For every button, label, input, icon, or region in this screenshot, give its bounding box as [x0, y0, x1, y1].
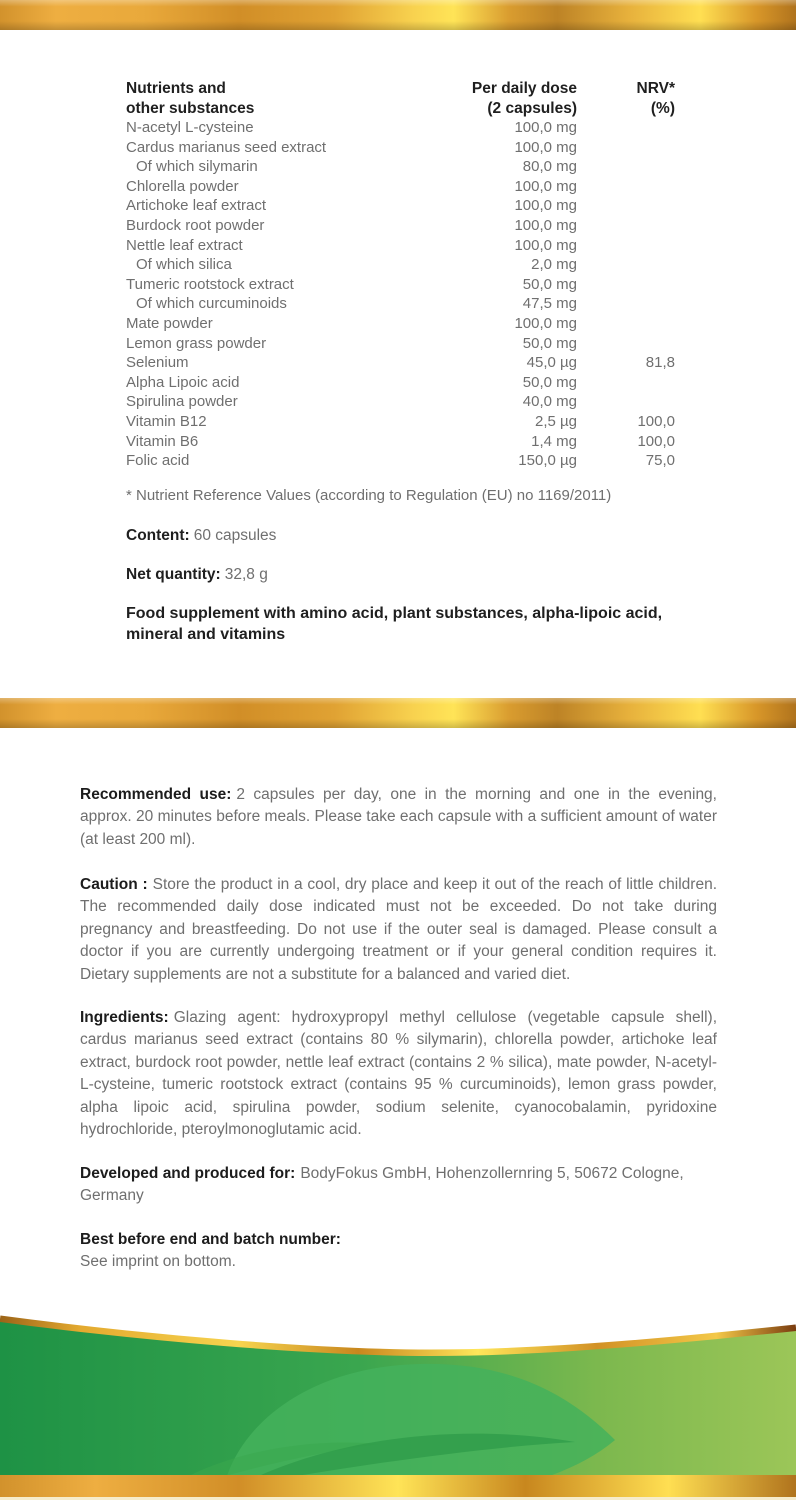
nutrient-amount: 40,0 mg — [522, 393, 577, 411]
nutrient-name: Vitamin B12 — [126, 412, 207, 430]
nutrient-nrv — [577, 334, 675, 354]
nutrient-row — [126, 334, 675, 354]
content-label: Content: — [126, 527, 190, 544]
nutrient-nrv — [577, 196, 675, 216]
nutrient-amount: 2,0 mg — [531, 256, 577, 274]
nutrient-row — [126, 216, 675, 236]
nutrient-name: Folic acid — [126, 452, 190, 470]
nutrient-amount: 50,0 mg — [522, 373, 577, 391]
nutrient-nrv — [577, 216, 675, 236]
nutrient-name: Burdock root powder — [126, 216, 265, 234]
header-nutrients-line2: other substances — [126, 99, 255, 117]
nutrient-amount: 100,0 mg — [514, 236, 577, 254]
header-dose-line2: (2 capsules) — [487, 99, 577, 117]
footer-decoration — [0, 1290, 796, 1500]
nutrient-row — [126, 275, 675, 295]
header-nutrients-column — [126, 79, 447, 118]
nutrient-amount: 100,0 mg — [514, 138, 577, 156]
producer-text: BodyFokus GmbH, Hohenzollernring 5, 50672 Cologne, Germany — [80, 1165, 684, 1205]
nutrient-amount: 100,0 mg — [514, 119, 577, 136]
nutrient-nrv — [577, 255, 675, 275]
nutrient-amount: 100,0 mg — [514, 216, 577, 234]
supplement-statement: Food supplement with amino acid, plant substances, alpha-lipoic acid, mineral and vitamins — [126, 605, 663, 643]
nutrient-row — [126, 177, 675, 197]
nutrient-name: Of which curcuminoids — [136, 295, 287, 313]
producer-label: Developed and produced for: — [80, 1165, 296, 1182]
nutrient-nrv — [577, 275, 675, 295]
ingredients-label: Ingredients: — [80, 1009, 169, 1026]
nutrient-nrv: 81,8 — [645, 354, 675, 372]
best-before-block — [80, 1229, 717, 1274]
top-gold-ribbon — [0, 0, 796, 30]
nutrient-amount: 1,4 mg — [531, 432, 577, 450]
nutrient-name: Cardus marianus seed extract — [126, 138, 327, 156]
header-nutrients-line1: Nutrients and — [126, 80, 226, 97]
recommended-use-text: 2 capsules per day, one in the morning and one in the evening, approx. 20 minutes before meals. Please take each capsule with a sufficient amount of water (at least 200 ml). — [80, 786, 717, 848]
header-nrv-column — [577, 79, 675, 118]
nutrient-row — [126, 236, 675, 256]
nutrient-row — [126, 157, 675, 177]
nutrient-name: Vitamin B6 — [126, 432, 199, 450]
nutrient-name: Alpha Lipoic acid — [126, 373, 240, 391]
nutrition-table-header — [126, 79, 675, 118]
nutrient-rows — [126, 118, 675, 471]
nutrient-name: N-acetyl L-cysteine — [126, 119, 254, 136]
content-line — [126, 527, 276, 545]
nutrient-row — [126, 392, 675, 412]
nutrient-amount: 80,0 mg — [522, 158, 577, 176]
nutrient-amount: 2,5 µg — [534, 412, 577, 430]
nutrient-row — [126, 373, 675, 393]
nutrient-row — [126, 255, 675, 275]
caution-text: Store the product in a cool, dry place and keep it out of the reach of little children. The recommended daily dose indicated must not be exceeded. Do not take during pregnancy and breastfeeding. Do not use if the outer seal is damaged. Please consult a doctor if you are currently undergoing treatment or if your general condition requires it. Dietary supplements are not a substitute for a balanced and varied diet. — [80, 876, 718, 983]
nutrient-nrv — [577, 177, 675, 197]
nutrient-amount: 50,0 mg — [522, 275, 577, 293]
nutrient-nrv — [577, 314, 675, 334]
nutrient-name: Spirulina powder — [126, 393, 238, 411]
nutrient-amount: 50,0 mg — [522, 334, 577, 352]
nutrient-nrv: 100,0 — [637, 412, 675, 430]
nutrient-row — [126, 451, 675, 471]
nutrient-name: Lemon grass powder — [126, 334, 267, 352]
nutrient-row — [126, 314, 675, 334]
nutrient-row — [126, 432, 675, 452]
nutrient-nrv: 75,0 — [645, 452, 675, 470]
header-nrv-line1: NRV* — [636, 80, 675, 97]
ingredients-paragraph — [80, 1007, 717, 1141]
nutrient-name: Chlorella powder — [126, 177, 239, 195]
nutrient-name: Of which silymarin — [136, 158, 258, 176]
nutrient-nrv — [577, 138, 675, 158]
caution-paragraph — [80, 874, 717, 986]
nutrient-nrv — [577, 118, 675, 138]
nutrient-nrv — [577, 294, 675, 314]
nutrient-amount: 47,5 mg — [522, 295, 577, 313]
recommended-use-label: Recommended use: — [80, 786, 232, 803]
nutrient-nrv — [577, 373, 675, 393]
content-value: 60 capsules — [193, 527, 277, 544]
nutrient-amount: 150,0 µg — [518, 452, 577, 470]
header-dose-column — [447, 79, 577, 118]
nutrient-amount: 100,0 mg — [514, 197, 577, 215]
nutrient-name: Selenium — [126, 354, 189, 372]
nutrient-row — [126, 353, 675, 373]
nutrient-name: Tumeric rootstock extract — [126, 275, 294, 293]
best-before-value: See imprint on bottom. — [80, 1253, 236, 1271]
nutrient-amount: 100,0 mg — [514, 177, 577, 195]
nutrient-row — [126, 138, 675, 158]
nutrient-name: Of which silica — [136, 256, 232, 274]
best-before-label: Best before end and batch number: — [80, 1231, 341, 1248]
nutrient-row — [126, 412, 675, 432]
header-nrv-line2: (%) — [650, 99, 675, 117]
bottom-gold-ribbon — [0, 1475, 796, 1497]
nutrient-nrv — [577, 157, 675, 177]
net-quantity-value: 32,8 g — [224, 566, 268, 583]
nrv-footnote: * Nutrient Reference Values (according to Regulation (EU) no 1169/2011) — [126, 487, 612, 504]
nutrient-nrv — [577, 236, 675, 256]
net-quantity-label: Net quantity: — [126, 566, 221, 583]
producer-paragraph — [80, 1163, 717, 1208]
nutrient-row — [126, 294, 675, 314]
caution-label: Caution : — [80, 876, 148, 893]
nutrient-name: Mate powder — [126, 314, 213, 332]
nutrient-nrv: 100,0 — [637, 432, 675, 450]
recommended-use-paragraph — [80, 784, 717, 851]
ingredients-text: Glazing agent: hydroxypropyl methyl cellulose (vegetable capsule shell), cardus marianus seed extract (contains 80 % silymarin), chlorella powder, artichoke leaf extract, burdock root powder, nettle leaf extract (contains 2 % silica), mate powder, N-acetyl-L-cysteine, tumeric rootstock extract (contains 95 % curcuminoids), lemon grass powder, alpha lipoic acid, spirulina powder, sodium selenite, cyanocobalamin, pyridoxine hydrochloride, pteroylmonoglutamic acid. — [80, 1009, 717, 1139]
nutrient-nrv — [577, 392, 675, 412]
nutrient-row — [126, 118, 675, 138]
nutrient-name: Nettle leaf extract — [126, 236, 243, 254]
header-dose-line1: Per daily dose — [471, 80, 577, 97]
net-quantity-line — [126, 566, 268, 584]
nutrient-amount: 45,0 µg — [526, 354, 577, 372]
nutrition-table — [126, 79, 675, 471]
middle-gold-ribbon — [0, 698, 796, 728]
nutrient-name: Artichoke leaf extract — [126, 197, 267, 215]
nutrient-row — [126, 196, 675, 216]
nutrient-amount: 100,0 mg — [514, 314, 577, 332]
